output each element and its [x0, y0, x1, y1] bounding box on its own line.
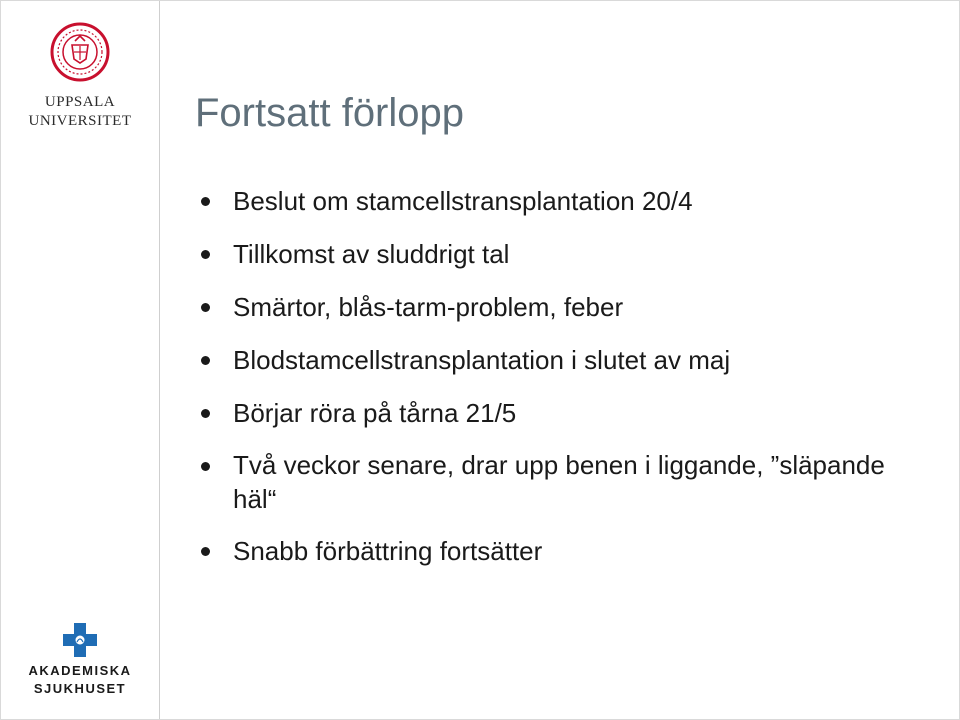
- bullet-item: [199, 533, 929, 569]
- bullet-dot-icon: [201, 250, 210, 259]
- akademiska-sjukhuset-logo: [15, 623, 145, 703]
- university-name-line1: UPPSALA: [44, 94, 116, 110]
- bullet-dot-icon: [201, 197, 210, 206]
- bullet-dot-icon: [201, 409, 210, 418]
- bullet-dot-icon: [201, 303, 210, 312]
- bullet-item: [199, 289, 929, 325]
- uppsala-university-logo: [19, 19, 141, 139]
- bullet-item: [199, 342, 929, 378]
- bullet-list: [199, 183, 929, 586]
- bullet-item: [199, 395, 929, 431]
- university-seal-icon: [50, 19, 110, 85]
- bullet-text: Smärtor, blås-tarm-problem, feber: [233, 292, 624, 322]
- bullet-dot-icon: [201, 547, 210, 556]
- sidebar: [1, 1, 160, 719]
- bullet-dot-icon: [201, 356, 210, 365]
- bullet-text: Tillkomst av sluddrigt tal: [233, 239, 510, 269]
- bullet-text: Snabb förbättring fortsätter: [233, 536, 543, 566]
- hospital-name-line1: AKADEMISKA: [28, 663, 132, 678]
- hospital-cross-icon: [63, 623, 97, 657]
- bullet-text: Blodstamcellstransplantation i slutet av maj: [233, 345, 731, 375]
- university-name-line2: UNIVERSITET: [28, 113, 132, 129]
- bullet-text: Beslut om stamcellstransplantation 20/4: [233, 186, 693, 216]
- hospital-name-line2: SJUKHUSET: [33, 681, 127, 696]
- bullet-text: Två veckor senare, drar upp benen i liggande, ”släpande häl“: [233, 450, 885, 514]
- bullet-dot-icon: [201, 462, 210, 471]
- bullet-text: Börjar röra på tårna 21/5: [233, 398, 517, 428]
- bullet-item: [199, 448, 929, 516]
- bullet-item: [199, 236, 929, 272]
- bullet-item: [199, 183, 929, 219]
- slide-title: Fortsatt förlopp: [195, 91, 465, 135]
